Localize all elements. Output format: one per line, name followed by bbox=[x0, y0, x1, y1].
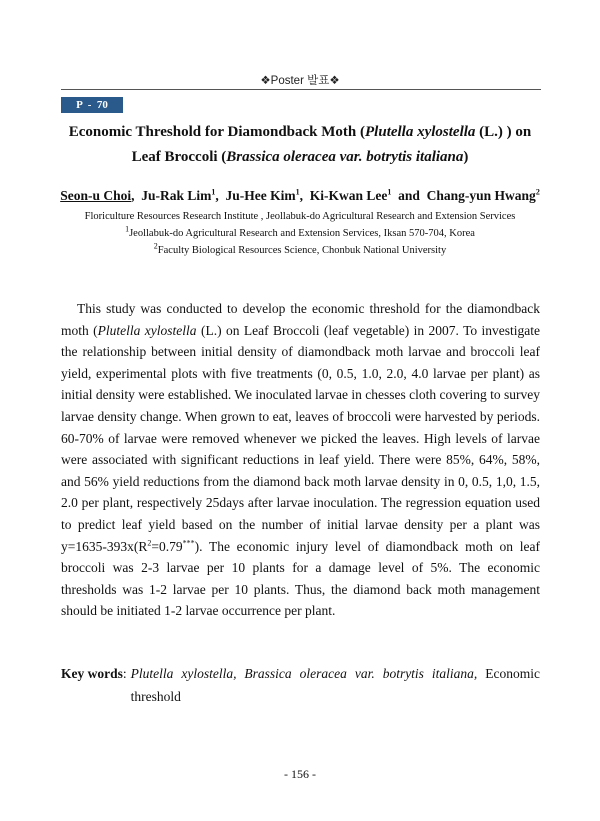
abstract-text: This study was conducted to develop the economic threshold for the diamondback moth ( bbox=[61, 301, 540, 338]
title-line2-suffix: ) bbox=[463, 149, 469, 165]
affiliation-text: Floriculture Resources Research Institute , Jeollabuk-do Agricultural Research and Extension Services bbox=[84, 211, 516, 222]
title-host-plant-name: Brassica oleracea var. botrytis italiana bbox=[226, 149, 464, 165]
keywords-label-text: Key words bbox=[61, 666, 123, 681]
author-conjunction: and bbox=[398, 188, 420, 203]
author-name: Chang-yun Hwang bbox=[426, 188, 536, 203]
keywords-plain-terms: Economic threshold bbox=[130, 666, 540, 704]
abstract-text: ). The economic injury level of diamondback moth on leaf broccoli was 2-3 larvae per 10 plants for a damage level of 5%. The economic thresholds was 1-2 larvae per 10 plants. Thus, the diamond back moth management should be initiated 1-2 larvae occurrence per plant. bbox=[61, 538, 540, 619]
affiliation-text: Jeollabuk-do Agricultural Research and Extension Services, Iksan 570-704, Korea bbox=[129, 228, 475, 239]
author-name: Ki-Kwan Lee bbox=[309, 188, 388, 203]
affiliation-line bbox=[30, 242, 570, 259]
keywords-label bbox=[61, 662, 127, 708]
abstract-text: (L.) on Leaf Broccoli (leaf vegetable) in 2007. To investigate the relationship between initial density of diamondback moth larvae and broccoli leaf yield, experimental plots with five treatments (0, 0.5, 1.0, 2.0, 4.0 larvae per plant) as initial density were established. We inoculated larvae in chesses cloth covering to survey larvae density change. When grown to eat, leaves of broccoli were harvested by periods. 60-70% of larvae were removed whenever we picked the leaves. High levels of larvae were associated with significant reductions in leaf yield. There were 85%, 64%, 58%, and 56% yield reductions from the diamond back moth larvae density in 0, 0.5, 1,0, 1.5, 2.0 per plant, respectively 25days after larvae inoculation. The regression equation used to predict leaf yield based on the number of initial larvae density per a plant was y=1635-393x(R bbox=[61, 322, 541, 554]
affiliation-line bbox=[30, 225, 570, 242]
abstract-paragraph bbox=[61, 298, 540, 622]
running-header: ❖Poster 발표❖ bbox=[260, 75, 340, 87]
author-affiliation-mark: 1 bbox=[211, 187, 216, 197]
title-line1-suffix: (L.) ) on bbox=[475, 124, 532, 140]
abstract-body bbox=[61, 298, 540, 622]
poster-number-badge: P - 70 bbox=[61, 97, 123, 113]
header-divider bbox=[61, 89, 541, 90]
author-affiliation-mark: 1 bbox=[295, 187, 300, 197]
affiliation-list bbox=[30, 208, 570, 259]
affiliation-line bbox=[30, 208, 570, 225]
title-line2-prefix: Leaf Broccoli ( bbox=[131, 149, 227, 165]
keywords-species-terms: Plutella xylostella, Brassica oleracea var. botrytis italiana, bbox=[130, 666, 478, 681]
affiliation-mark: 1 bbox=[125, 224, 130, 234]
author-list: Seon-u Choi, Ju-Rak Lim$^1$, Ju-Hee Kim$^1$, Ki-Kwan Lee$^1$ and Chang-yun Hwang$^2$ bbox=[60, 187, 540, 203]
abstract-species-name: Plutella xylostella bbox=[97, 322, 197, 338]
affiliation-mark: 2 bbox=[153, 241, 158, 251]
significance-marker: *** bbox=[182, 538, 195, 548]
author-affiliation-mark: 1 bbox=[387, 187, 392, 197]
author-name: Seon-u Choi bbox=[60, 188, 132, 203]
author-name: Ju-Rak Lim bbox=[141, 188, 212, 203]
title-line1-prefix: Economic Threshold for Diamondback Moth ( bbox=[68, 124, 366, 140]
author-affiliation-mark: 2 bbox=[535, 187, 540, 197]
r-squared-exponent: 2 bbox=[147, 538, 152, 548]
keywords-colon: : bbox=[122, 666, 127, 681]
affiliation-text: Faculty Biological Resources Science, Chonbuk National University bbox=[157, 245, 447, 256]
page-number: - 156 - bbox=[284, 767, 316, 781]
keywords-list bbox=[127, 662, 540, 708]
author-name: Ju-Hee Kim bbox=[225, 188, 296, 203]
abstract-text: =0.79 bbox=[151, 538, 183, 554]
paper-title bbox=[50, 120, 550, 170]
title-species-name: Plutella xylostella bbox=[365, 124, 476, 140]
keywords-section bbox=[61, 662, 540, 708]
